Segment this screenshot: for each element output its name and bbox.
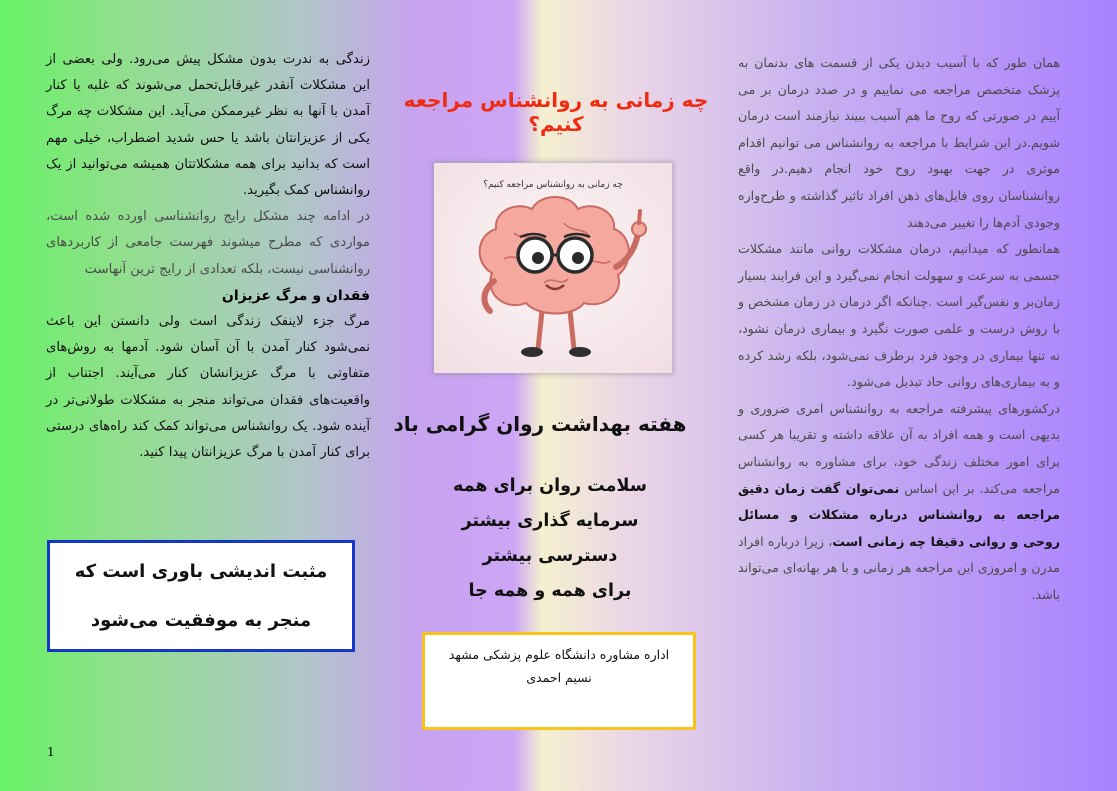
loss-paragraph: مرگ جزء لاینفک زندگی است ولی دانستن این باعث نمی‌شود کنار آمدن با آن آسان شود. آدمها به روش‌های متفاوتی با مرگ عزیزانشان کنار می‌آیند. اجتناب از واقعیت‌های فقدان می‌تواند منجر به مشکلات طولانی‌تر در آینده شود. یک روانشناس می‌تواند کمک کند راه‌های درستی برای کنار آمدن با مرگ عزیزانتان پیدا کنید.	[46, 314, 370, 461]
credit-organization: اداره مشاوره دانشگاه علوم پزشکی مشهد	[448, 647, 670, 662]
right-paragraph-3	[738, 396, 1060, 609]
slogan-item: سلامت روان برای همه	[453, 476, 647, 496]
page-number: 1	[47, 745, 55, 759]
right-column	[738, 50, 1060, 608]
mental-health-week-heading: هفته بهداشت روان گرامی باد	[393, 412, 687, 436]
right-paragraph-3-end: ، زیرا درباره افراد مدرن و امروزی این مراجعه هر زمانی و با هر بهانه‌ای می‌تواند باشد.	[738, 533, 1060, 602]
right-paragraph-2: همانطور که میدانیم، درمان مشکلات روانی مانند مشکلات جسمی به سرعت و سهولت انجام نمی‌گیرد و این فرایند بسیار زمان‌بر و نفس‌گیر است .چنانکه اگر درمان در زمان مشخص و با روش درست و علمی صورت نگیرد و بیماری درمان نشود، نه تنها بیماری در وجود فرد برطرف نمی‌شود، بلکه رشد کرده و به بیماری‌های روانی حاد تبدیل می‌شود.	[738, 241, 1060, 390]
note-paragraph: در ادامه چند مشکل رایج روانشناسی اورده شده است، مواردی که مطرح میشوند فهرست جامعی از کاربردهای روانشناسی نیست، بلکه تعدادی از رایج ترین آنهاست	[46, 209, 370, 277]
slogan-item: برای همه و همه جا	[468, 581, 632, 601]
brain-cartoon-icon	[434, 163, 672, 373]
slogan-item: دسترسی بیشتر	[482, 546, 618, 566]
intro-paragraph: زندگی به ندرت بدون مشکل پیش می‌رود. ولی بعضی از این مشکلات آنقدر غیرقابل‌تحمل می‌شوند که غلبه یا کنار آمدن با آنها به نظر غیرممکن می‌آید. این مشکلات چه مرگ یکی از عزیزانتان باشد یا حس شدید اضطراب، خیلی مهم است که بدانید برای همه مشکلاتتان همیشه می‌توانید از یک روانشناس کمک بگیرید.	[46, 52, 370, 199]
credit-box	[422, 632, 696, 730]
image-caption: چه زمانی به روانشناس مراجعه کنیم؟	[483, 180, 623, 190]
right-paragraph-1: همان طور که با آسیب دیدن یکی از قسمت های بدنمان به پزشک متخصص مراجعه می نماییم و در صدد درمان بر می آییم در صورتی که روح ما هم آسیب ببیند نیازمند است درمان شویم.در این شرایط با مراجعه به روانشناس می توانیم اقدام موثری در جهت بهبود روح خود انجام دهیم.در واقع روانشناسان روی فایل‌های ذهن افراد تاثیر گذاشته و طرح‌واره وجودی آدم‌ها را تغییر می‌دهند	[738, 55, 1060, 230]
credit-author: نسیم احمدی	[526, 670, 592, 685]
slogans-list	[400, 471, 700, 611]
right-paragraph-3-start: درکشورهای پیشرفته مراجعه به روانشناس امری ضروری و بدیهی است و همه افراد به آن علاقه داشته و تقریبا هر کسی برای امور مختلف زندگی خود، برای مشاوره به روانشناس مراجعه می‌کند. بر این اساس	[738, 400, 1061, 496]
quote-box	[47, 540, 355, 652]
quote-line-1: مثبت اندیشی باوری است که	[74, 561, 328, 582]
quote-line-2: منجر به موفقیت می‌شود	[90, 610, 312, 631]
slogan-item: سرمایه گذاری بیشتر	[461, 511, 639, 531]
left-column	[46, 47, 370, 466]
right-paragraph-3-emphasis: نمی‌توان گفت زمان دقیق مراجعه به روانشناس درباره مشکلات و مسائل روحی و روانی دقیقا چه زمانی است	[738, 480, 1060, 549]
brain-illustration	[434, 163, 672, 373]
page-title: چه زمانی به روانشناس مراجعه کنیم؟	[403, 88, 709, 136]
subheading-loss: فقدان و مرگ عزیزان	[221, 287, 370, 304]
